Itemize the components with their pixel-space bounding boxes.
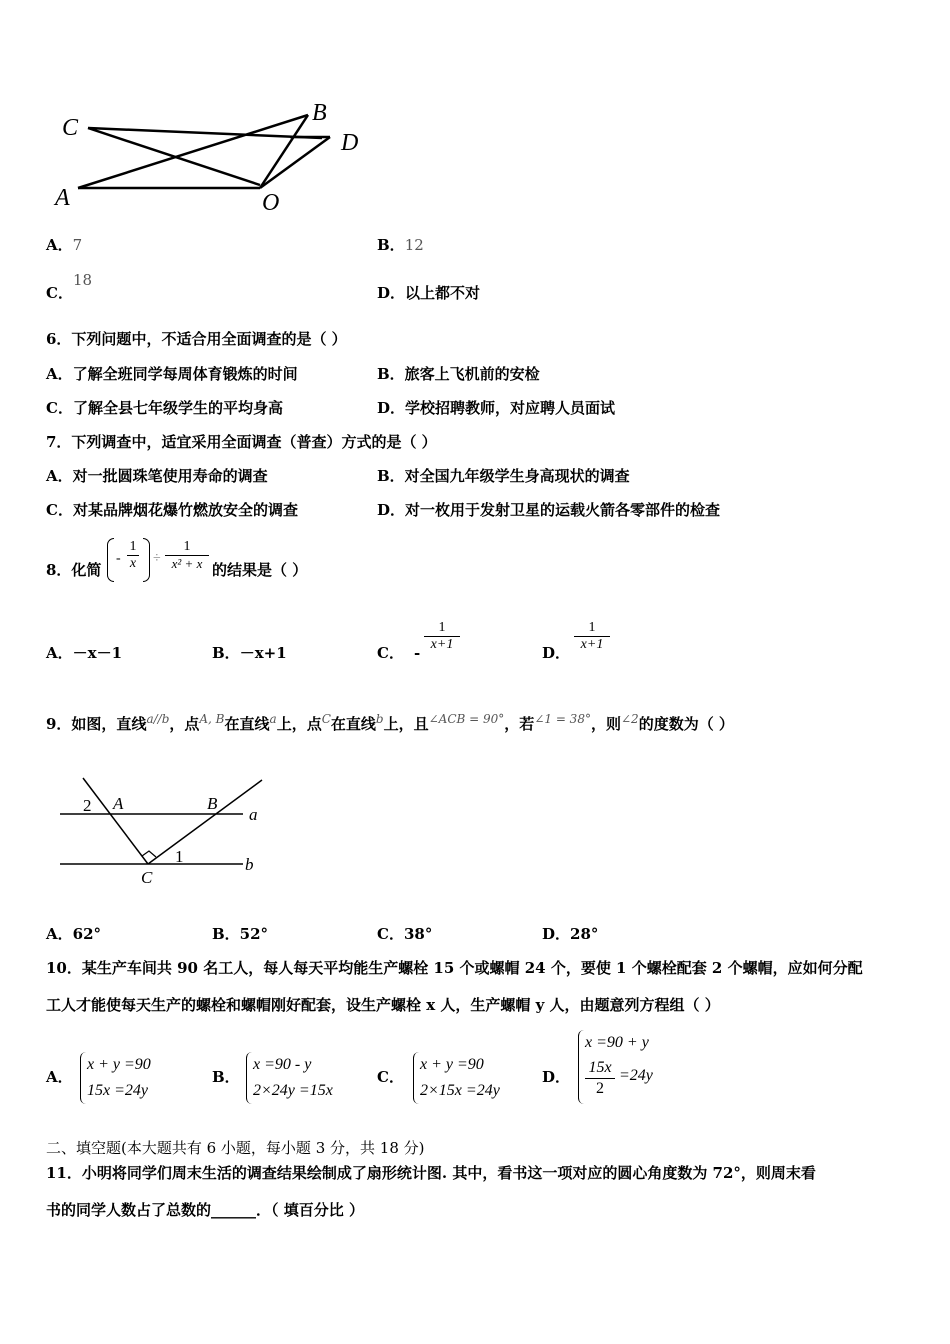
q7-option-a[interactable]: A．对一批圆珠笔使用寿命的调查 [46, 467, 268, 485]
q8-minus: - [116, 551, 121, 566]
q5-c-value: 18 [72, 271, 93, 289]
q11-line1: 11．小明将同学们周末生活的调查结果绘制成了扇形统计图. 其中，看书这一项对应的圆心角度数为 72°，则周末看 [46, 1164, 816, 1182]
fig9-label-line-a: a [249, 805, 258, 824]
q5-d-value: 以上都不对 [405, 284, 481, 302]
fig9-label-2: 2 [83, 796, 92, 815]
q5-a-value: 7 [72, 236, 83, 254]
q5-b-value: 12 [404, 236, 424, 254]
q8-option-a[interactable] [46, 644, 122, 662]
q8-d-frac [574, 620, 610, 653]
q10-line2: 工人才能使每天生产的螺栓和螺帽刚好配套，设生产螺栓 x 人，生产螺帽 y 人，由题意列方程组（ ） [46, 996, 720, 1014]
q10-line1: 10．某生产车间共 90 名工人，每人每天平均能生产螺栓 15 个或螺帽 24 个，要使 1 个螺栓配套 2 个螺帽，应如何分配 [46, 959, 863, 977]
q10-a-eq2: 15x =24y [87, 1082, 148, 1099]
q9-p3: 在直线 [224, 715, 270, 733]
q9-option-a[interactable]: A．62° [46, 925, 102, 943]
fig9-label-c: C [141, 868, 153, 887]
q8-a-key: A． [46, 644, 73, 662]
q6-stem: 6．下列问题中，不适合用全面调查的是（ ） [46, 330, 347, 348]
q6-option-a[interactable]: A．了解全班同学每周体育锻炼的时间 [46, 365, 298, 383]
q10-option-a-system [80, 1052, 151, 1104]
q6-option-c[interactable]: C．了解全县七年级学生的平均身高 [46, 399, 283, 417]
q9-p1: 9．如图，直线 [46, 715, 147, 733]
q10-option-d-system [578, 1030, 653, 1104]
q9-p5: 在直线 [330, 715, 376, 733]
q8-expression [107, 538, 211, 584]
fig1-label-o: O [262, 190, 280, 216]
q8-d-key: D． [542, 644, 571, 662]
q11-line2: 书的同学人数占了总数的______．（ 填百分比 ） [46, 1201, 364, 1219]
fig1-label-a: A [55, 185, 70, 211]
fig9-label-a: A [113, 794, 124, 813]
q10-option-d-key[interactable]: D． [542, 1068, 571, 1086]
q5-option-a[interactable] [46, 236, 82, 254]
q10-d-eq1: x =90 + y [585, 1034, 649, 1051]
q8-frac1-num: 1 [129, 539, 137, 554]
q8-d-den: x+1 [574, 636, 610, 653]
q9-option-c[interactable]: C．38° [377, 925, 433, 943]
q5-option-c[interactable] [46, 271, 93, 302]
q10-option-b-system [246, 1052, 333, 1104]
q9-p6: 上，且 [383, 715, 429, 733]
q10-c-eq1: x + y =90 [420, 1056, 484, 1073]
fig1-label-b: B [312, 100, 327, 126]
q10-option-a-key[interactable]: A． [46, 1068, 73, 1086]
q10-option-b-key[interactable]: B． [212, 1068, 240, 1086]
q9-p8: ，则 [590, 715, 621, 733]
q8-a-value: －x－1 [72, 644, 123, 662]
fig1-label-d: D [341, 130, 359, 156]
q10-a-eq1: x + y =90 [87, 1056, 151, 1073]
q6-option-b[interactable]: B．旅客上飞机前的安检 [377, 365, 540, 383]
q8-frac2-num: 1 [183, 539, 191, 554]
q8-frac1 [127, 539, 139, 572]
figure-q5 [50, 95, 380, 220]
q9-p4: 上，点 [276, 715, 322, 733]
q8-stem-pre: 8．化简 [46, 561, 102, 579]
q5-c-key: C． [46, 284, 73, 302]
fig9-label-b: B [207, 794, 218, 813]
q10-option-c-key[interactable]: C． [377, 1068, 404, 1086]
figure-q9 [55, 775, 275, 890]
q9-m3: a [269, 712, 277, 726]
q9-option-d[interactable]: D．28° [542, 925, 599, 943]
q10-b-eq2: 2×24y =15x [253, 1082, 333, 1099]
q8-div: ÷ [153, 551, 161, 566]
q8-c-num: 1 [438, 620, 446, 635]
q9-m7: ∠1 = 38° [534, 712, 591, 726]
q8-c-key: C． [377, 644, 404, 662]
q8-option-d[interactable] [542, 644, 570, 662]
q8-c-sign: - [413, 644, 421, 662]
q9-m4: C [321, 712, 331, 726]
q9-stem [46, 712, 734, 734]
q10-d-rhs: =24y [619, 1067, 653, 1084]
q10-d-num: 15x [588, 1059, 612, 1076]
q8-b-value: －x+1 [239, 644, 287, 662]
q5-option-d[interactable] [377, 284, 480, 302]
q8-option-c[interactable] [377, 644, 420, 662]
q8-frac2 [165, 539, 209, 572]
fig9-label-1: 1 [175, 847, 184, 866]
q5-a-key: A． [46, 236, 73, 254]
q8-option-b[interactable] [212, 644, 287, 662]
q9-p9: 的度数为（ ） [638, 715, 734, 733]
q8-frac1-den: x [127, 555, 139, 572]
q8-frac2-den: x² + x [165, 555, 209, 572]
q9-m5: b [375, 712, 384, 726]
q8-d-num: 1 [588, 620, 596, 635]
q7-option-c[interactable]: C．对某品牌烟花爆竹燃放安全的调查 [46, 501, 298, 519]
q9-p7: ，若 [504, 715, 535, 733]
q9-m1: a//b [146, 712, 170, 726]
section-2-title: 二、填空题(本大题共有 6 小题，每小题 3 分，共 18 分) [46, 1139, 425, 1157]
q9-m2: A, B [199, 712, 225, 726]
q5-option-b[interactable] [377, 236, 424, 254]
q6-option-d[interactable]: D．学校招聘教师，对应聘人员面试 [377, 399, 616, 417]
q8-b-key: B． [212, 644, 240, 662]
q5-d-key: D． [377, 284, 406, 302]
q9-option-b[interactable]: B．52° [212, 925, 269, 943]
q5-b-key: B． [377, 236, 405, 254]
fig9-label-line-b: b [245, 855, 254, 874]
q9-m6: ∠ACB = 90° [428, 712, 505, 726]
q7-option-b[interactable]: B．对全国九年级学生身高现状的调查 [377, 467, 630, 485]
fig1-label-c: C [62, 115, 79, 141]
q10-d-den: 2 [585, 1078, 615, 1099]
q7-option-d[interactable]: D．对一枚用于发射卫星的运载火箭各零部件的检查 [377, 501, 721, 519]
q7-stem: 7．下列调查中，适宜采用全面调查（普查）方式的是（ ） [46, 433, 437, 451]
q9-m8: ∠2 [620, 712, 639, 726]
q10-b-eq1: x =90 - y [253, 1056, 312, 1073]
q8-c-frac [424, 620, 460, 653]
q8-stem-post: 的结果是（ ） [212, 561, 308, 579]
q10-option-c-system [413, 1052, 500, 1104]
q10-c-eq2: 2×15x =24y [420, 1082, 500, 1099]
q8-c-den: x+1 [424, 636, 460, 653]
q9-p2: ，点 [169, 715, 200, 733]
